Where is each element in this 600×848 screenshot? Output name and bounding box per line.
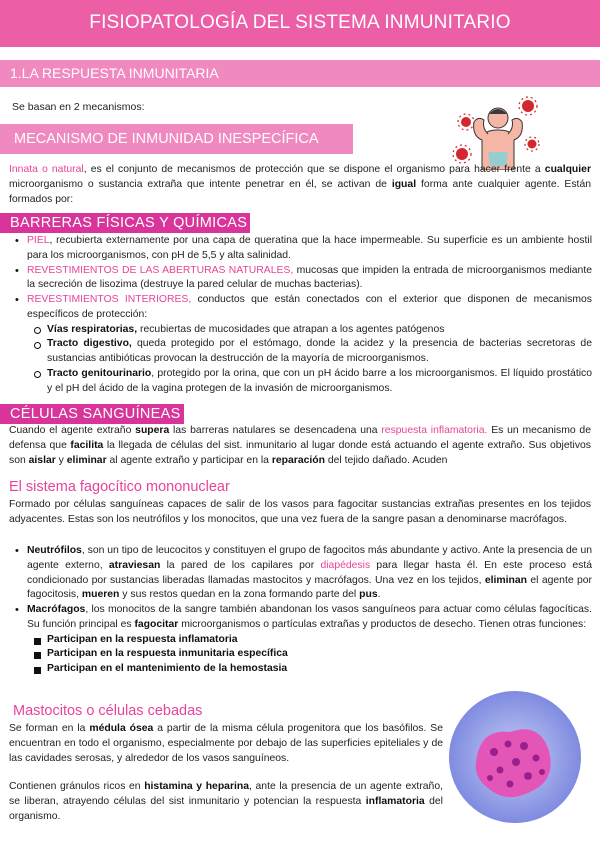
text-bold: inflamatoria [365, 795, 425, 807]
text-bold: fagocitar [134, 618, 179, 630]
text-bold: Participan en el mantenimiento de la hemostasia [47, 663, 288, 675]
text-bold: médula ósea [89, 723, 154, 734]
phagocytic-heading: El sistema fagocítico mononuclear [9, 479, 230, 495]
text-span: queda protegido por el estómago, donde la acidez y la presencia de bacterias secretoras de sustancias antibióticas provocan la destrucción de la mayoría de microorganismos. [47, 338, 592, 365]
list-item [0, 603, 592, 677]
page-title-text: FISIOPATOLOGÍA DEL SISTEMA INMUNITARIO [89, 12, 511, 34]
text-span: del organismo. [9, 795, 443, 822]
list-item [27, 323, 592, 338]
text-bold: atraviesan [108, 559, 161, 571]
text-bold: Neutrófilos [27, 545, 82, 556]
innate-paragraph [9, 163, 591, 207]
mechanism-title: MECANISMO DE INMUNIDAD INESPECÍFICA [14, 130, 319, 147]
innate-term: Innata o natural [9, 164, 84, 175]
text-bold: eliminan [484, 574, 528, 586]
text-span: Es un mecanismo de defensa que [9, 425, 591, 451]
barriers-heading [0, 213, 250, 233]
keyword: REVESTIMIENTOS INTERIORES, [27, 294, 192, 306]
text-span: , protegido por la orina, que con un pH ácido barre a los microorganismos. El líquido prostático y el pH del ácido de la vagina protegen de la invasión de microorganismos. [47, 367, 592, 394]
text-bold: cualquier [544, 164, 591, 175]
keyword: diapédesis [320, 559, 371, 571]
virus-icon [453, 145, 471, 163]
list-item [27, 633, 592, 648]
sublist [27, 323, 592, 397]
mast-paragraph-1 [9, 722, 443, 766]
text-span: , recubierta externamente por una capa de queratina que la hace impermeable. Su superficie es un ambiente hostil para los microorganismos, con pH de 5,5 y alta salinidad. [27, 235, 592, 261]
text-span: y [55, 454, 67, 466]
mast-paragraph-2 [9, 780, 443, 824]
blood-heading-text: CÉLULAS SANGUÍNEAS [10, 405, 181, 422]
text-span: Cuando el agente extraño [9, 425, 136, 436]
text-span: el agente por fagocitosis, [27, 574, 592, 601]
text-span: mucosas que impiden la entrada de microorganismos mediante la secreción de lisozima (destruye la pared celular de muchas bacterias). [27, 264, 593, 291]
text-bold: aislar [28, 454, 56, 466]
text-bold: pus [359, 589, 378, 601]
text-span: las barreras natulares se desencadena una [169, 425, 382, 436]
list-item [0, 234, 592, 264]
text-span: forma ante cualquier agente. Están formados por: [9, 178, 591, 205]
text-span: Contienen gránulos ricos en [9, 781, 145, 792]
virus-icon [525, 137, 539, 151]
virus-icon [519, 97, 537, 115]
mechanism-banner [0, 124, 353, 154]
list-item [27, 662, 592, 677]
text-span: Se forman en la [9, 723, 90, 734]
blood-cells-heading [0, 404, 184, 424]
intro-text: Se basan en 2 mecanismos: [12, 101, 145, 113]
text-bold: igual [391, 178, 417, 190]
keyword: respuesta inflamatoria. [381, 425, 488, 436]
page-title [0, 0, 600, 47]
virus-icon [458, 114, 474, 130]
list-item [27, 337, 592, 367]
keyword: PIEL [27, 235, 50, 246]
text-span: a partir de la misma célula progenitora que los basófilos. Se encuentran en todo el organismo, especialmente por debajo de las superficies epiteliales y de las cavidades serosas, y alrededor de los vasos sanguíneos. [9, 723, 443, 764]
text-span: la pared de los capilares por [160, 559, 321, 571]
text-bold: histamina y heparina [144, 781, 250, 792]
text-span: del tejido dañado. Acuden [324, 454, 448, 466]
phagocytes-list [0, 544, 592, 677]
text-bold: Tracto genitourinario [47, 367, 152, 379]
text-bold: Tracto digestivo, [47, 338, 132, 350]
list-item [0, 293, 592, 396]
text-span: recubiertas de mucosidades que atrapan a los agentes patógenos [137, 323, 445, 335]
text-span: , los monocitos de la sangre también abandonan los vasos sanguíneos para actuar como células fagocíticas. Su función principal es [27, 604, 592, 630]
section-title: 1.LA RESPUESTA INMUNITARIA [10, 64, 219, 81]
blood-paragraph [9, 424, 591, 468]
list-item [0, 264, 592, 294]
text-bold: Macrófagos [27, 604, 86, 616]
text-span: , es el conjunto de mecanismos de protección que se dispone el organismo para hacer frente a [83, 164, 545, 175]
text-bold: mueren [81, 589, 120, 601]
list-item [0, 544, 592, 603]
mast-cell-icon [446, 688, 584, 826]
text-bold: Participan en la respuesta inflamatoria [47, 633, 238, 645]
list-item [27, 647, 592, 662]
text-span: microorganismos o partículas extrañas y productos de desecho. Tienen otras funciones: [178, 618, 587, 630]
text-bold: eliminar [66, 454, 107, 466]
text-bold: Vías respiratorias, [47, 323, 138, 335]
text-bold: facilita [70, 439, 104, 451]
text-span: microorganismo o sustancia extraña que intente penetrar en él, se activan de [9, 178, 392, 190]
text-span: y sus restos quedan en la zona formando parte del [119, 589, 360, 601]
keyword: REVESTIMIENTOS DE LAS ABERTURAS NATURALES, [27, 264, 294, 276]
phagocytic-intro: Formado por células sanguíneas capaces de salir de los vasos para fagocitar sustancias extrañas presentes en los tejidos adyacentes. Estas son los neutrófilos y los monocitos, que una vez fuera de la sangre pasan a denominarse macrófagos. [9, 499, 591, 525]
list-item [27, 367, 592, 397]
text-span: . [377, 589, 381, 601]
text-span: la llegada de células del sist. inmunitario al lugar donde está actuando el agente extraño. Sus objetivos son [9, 439, 592, 466]
text-bold: Participan en la respuesta inmunitaria específica [47, 648, 288, 660]
mast-cells-heading: Mastocitos o células cebadas [13, 703, 203, 719]
text-span: , son un tipo de leucocitos y constituyen el grupo de fagocitos más abundante y activo. Ante la presencia de un agente externo, [27, 545, 592, 571]
barriers-list [0, 234, 592, 396]
barriers-heading-text: BARRERAS FÍSICAS Y QUÍMICAS [10, 214, 248, 231]
text-span: , ante la presencia de un agente extraño, se liberan, atrayendo células del sist inmunitario y potencian la respuesta [9, 781, 443, 807]
immune-person-icon [448, 92, 548, 170]
text-span: para llegar hasta él. En este proceso está condicionado por sustancias liberadas llamadas mastocitos y macrófagos. Una vez en los tejidos, [27, 559, 592, 586]
text-span: conductos que están conectados con el exterior que disponen de mecanismos específicos de protección: [27, 294, 593, 320]
section-banner [0, 60, 600, 87]
sublist [27, 633, 592, 677]
text-bold: reparación [271, 454, 325, 466]
text-bold: supera [135, 425, 170, 436]
text-span: al agente extraño y participar en la [106, 454, 272, 466]
